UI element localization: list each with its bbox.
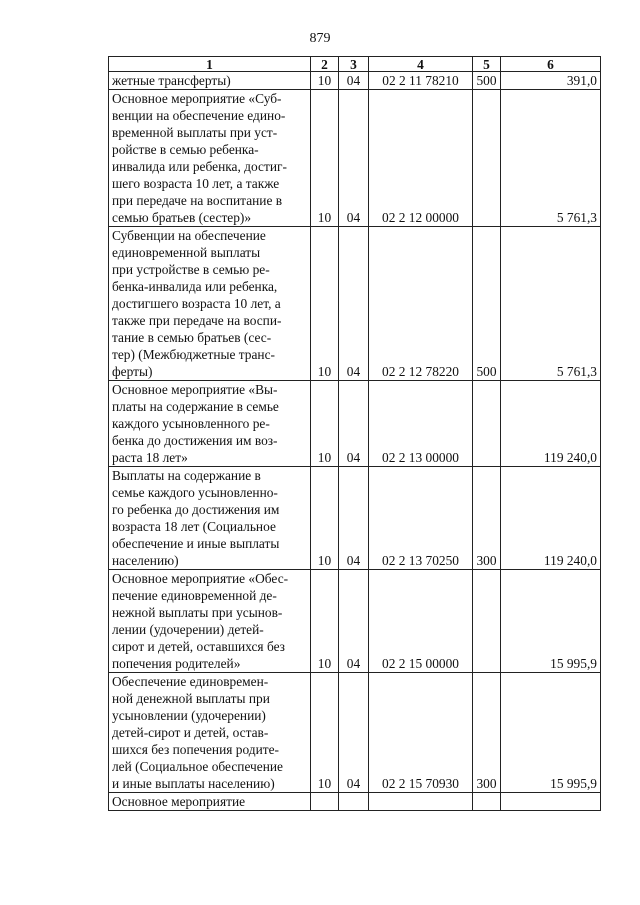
row-name-line: Основное мероприятие «Вы-	[112, 382, 278, 397]
target-code-cell: 02 2 15 00000	[369, 570, 473, 673]
row-name-line: попечения родителей»	[112, 656, 241, 671]
subsection-cell: 04	[339, 467, 369, 570]
table-row	[109, 381, 601, 467]
row-name-line: единовременной выплаты	[112, 245, 261, 260]
amount-cell: 15 995,9	[501, 673, 601, 793]
row-name-line: Обеспечение единовремен-	[112, 674, 269, 689]
page-number: 879	[309, 31, 331, 46]
target-code-cell: 02 2 11 78210	[369, 72, 473, 90]
section-cell: 10	[311, 570, 339, 673]
target-code-cell	[369, 793, 473, 811]
row-name-cell	[109, 90, 311, 227]
column-header: 5	[473, 57, 501, 72]
row-name-line: раста 18 лет»	[112, 450, 188, 465]
row-name-line: лении (удочерении) детей-	[112, 622, 264, 637]
expense-type-cell	[473, 90, 501, 227]
section-cell: 10	[311, 381, 339, 467]
row-name-line: ройстве в семью ребенка-	[112, 142, 259, 157]
row-name-line: печение единовременной де-	[112, 588, 277, 603]
row-name-line: венции на обеспечение едино-	[112, 108, 286, 123]
subsection-cell: 04	[339, 570, 369, 673]
column-header: 6	[501, 57, 601, 72]
expense-type-cell: 500	[473, 72, 501, 90]
row-name-line: Основное мероприятие	[112, 794, 246, 809]
expense-type-cell: 500	[473, 227, 501, 381]
table-row	[109, 227, 601, 381]
row-name-line: Субвенции на обеспечение	[112, 228, 266, 243]
subsection-cell	[339, 793, 369, 811]
target-code-cell: 02 2 13 70250	[369, 467, 473, 570]
row-name-cell	[109, 793, 311, 811]
row-name-cell	[109, 673, 311, 793]
table-row	[109, 467, 601, 570]
row-name-line: сирот и детей, оставшихся без	[112, 639, 285, 654]
amount-cell: 5 761,3	[501, 90, 601, 227]
row-name-line: при устройстве в семью ре-	[112, 262, 270, 277]
target-code-cell: 02 2 12 00000	[369, 90, 473, 227]
subsection-cell: 04	[339, 381, 369, 467]
amount-cell	[501, 793, 601, 811]
row-name-line: и иные выплаты населению)	[112, 776, 275, 791]
row-name-line: нежной выплаты при усынов-	[112, 605, 283, 620]
row-name-line: жетные трансферты)	[112, 73, 231, 88]
row-name-line: бенка-инвалида или ребенка,	[112, 279, 278, 294]
table-row	[109, 90, 601, 227]
column-header: 1	[109, 57, 311, 72]
row-name-line: шихся без попечения родите-	[112, 742, 280, 757]
row-name-line: временной выплаты при уст-	[112, 125, 278, 140]
row-name-line: Основное мероприятие «Суб-	[112, 91, 282, 106]
budget-table	[108, 56, 601, 811]
section-cell	[311, 793, 339, 811]
row-name-line: ной денежной выплаты при	[112, 691, 270, 706]
column-header: 4	[369, 57, 473, 72]
expense-type-cell	[473, 381, 501, 467]
table-row	[109, 673, 601, 793]
column-header: 3	[339, 57, 369, 72]
row-name-line: тание в семью братьев (сес-	[112, 330, 272, 345]
target-code-cell: 02 2 13 00000	[369, 381, 473, 467]
row-name-line: Выплаты на содержание в	[112, 468, 261, 483]
expense-type-cell	[473, 570, 501, 673]
row-name-line: лей (Социальное обеспечение	[112, 759, 284, 774]
row-name-line: инвалида или ребенка, достиг-	[112, 159, 287, 174]
expense-type-cell: 300	[473, 467, 501, 570]
table-row	[109, 793, 601, 811]
row-name-line: также при передаче на воспи-	[112, 313, 282, 328]
section-cell: 10	[311, 72, 339, 90]
target-code-cell: 02 2 12 78220	[369, 227, 473, 381]
table-row	[109, 72, 601, 90]
subsection-cell: 04	[339, 227, 369, 381]
row-name-line: платы на содержание в семье	[112, 399, 279, 414]
row-name-line: достигшего возраста 10 лет, а	[112, 296, 281, 311]
section-cell: 10	[311, 90, 339, 227]
amount-cell: 119 240,0	[501, 381, 601, 467]
expense-type-cell	[473, 793, 501, 811]
row-name-line: при передаче на воспитание в	[112, 193, 283, 208]
section-cell: 10	[311, 227, 339, 381]
row-name-cell	[109, 467, 311, 570]
row-name-line: го ребенка до достижения им	[112, 502, 280, 517]
subsection-cell: 04	[339, 673, 369, 793]
row-name-line: бенка до достижения им воз-	[112, 433, 278, 448]
table-header-row	[109, 57, 601, 72]
row-name-line: семье каждого усыновленно-	[112, 485, 278, 500]
row-name-line: ферты)	[112, 364, 153, 379]
row-name-cell	[109, 227, 311, 381]
subsection-cell: 04	[339, 90, 369, 227]
row-name-line: усыновлении (удочерении)	[112, 708, 266, 723]
column-header: 2	[311, 57, 339, 72]
amount-cell: 119 240,0	[501, 467, 601, 570]
amount-cell: 391,0	[501, 72, 601, 90]
section-cell: 10	[311, 673, 339, 793]
row-name-line: детей-сирот и детей, остав-	[112, 725, 269, 740]
row-name-cell	[109, 570, 311, 673]
table-row	[109, 570, 601, 673]
row-name-line: тер) (Межбюджетные транс-	[112, 347, 276, 362]
row-name-line: шего возраста 10 лет, а также	[112, 176, 280, 191]
row-name-line: населению)	[112, 553, 179, 568]
row-name-line: Основное мероприятие «Обес-	[112, 571, 289, 586]
expense-type-cell: 300	[473, 673, 501, 793]
amount-cell: 5 761,3	[501, 227, 601, 381]
row-name-line: семью братьев (сестер)»	[112, 210, 252, 225]
row-name-line: обеспечение и иные выплаты	[112, 536, 280, 551]
row-name-cell	[109, 72, 311, 90]
row-name-cell	[109, 381, 311, 467]
row-name-line: возраста 18 лет (Социальное	[112, 519, 276, 534]
subsection-cell: 04	[339, 72, 369, 90]
target-code-cell: 02 2 15 70930	[369, 673, 473, 793]
row-name-line: каждого усыновленного ре-	[112, 416, 270, 431]
amount-cell: 15 995,9	[501, 570, 601, 673]
section-cell: 10	[311, 467, 339, 570]
